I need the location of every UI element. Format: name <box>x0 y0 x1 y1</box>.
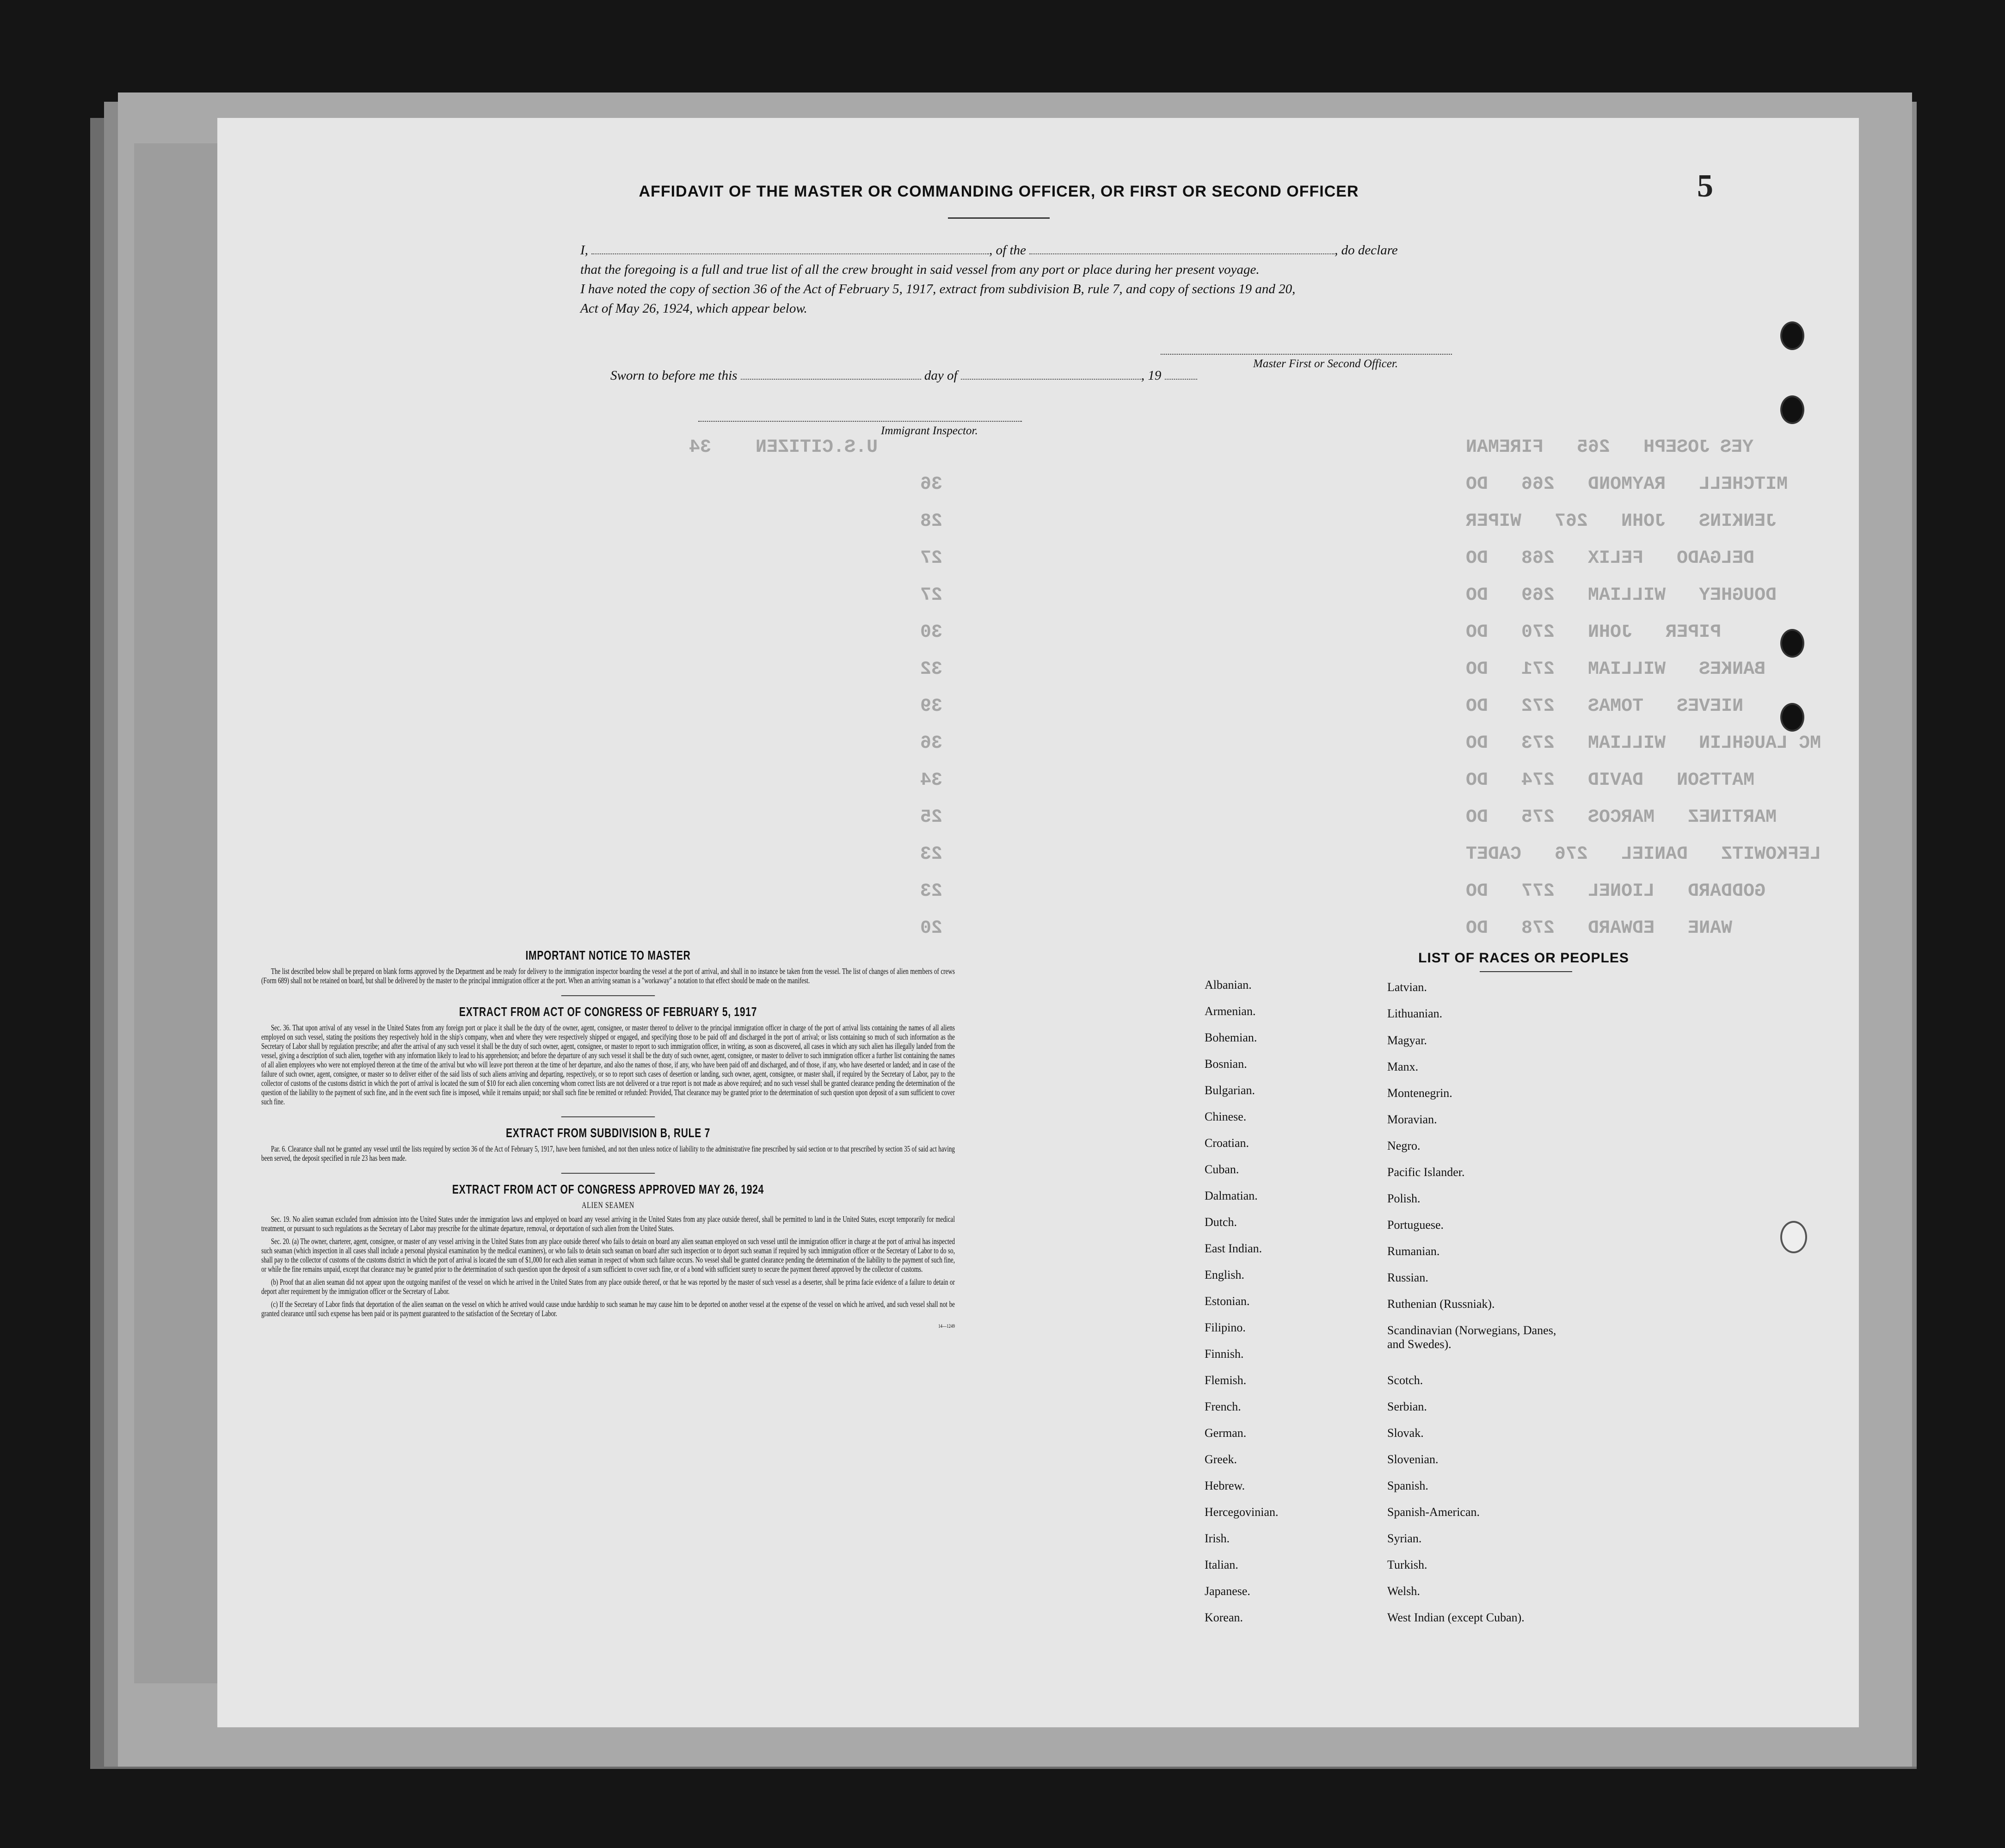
year-prefix: , 19 <box>1141 368 1162 383</box>
race-item: Korean. <box>1205 1611 1243 1624</box>
race-item: Cuban. <box>1205 1163 1239 1176</box>
race-item: Serbian. <box>1387 1400 1427 1413</box>
affidavit-line-1 <box>580 240 1501 260</box>
bleed-through-text: 20 <box>920 918 943 939</box>
punch-hole <box>1780 321 1804 350</box>
vessel-name-blank <box>1029 242 1335 254</box>
do-declare-label: , do declare <box>1335 243 1398 258</box>
bleed-through-text: 30 <box>920 622 943 643</box>
punch-hole <box>1780 395 1804 424</box>
race-item: Negro. <box>1387 1139 1421 1152</box>
race-item: Bulgarian. <box>1205 1084 1255 1097</box>
race-item: Bosnian. <box>1205 1057 1247 1071</box>
section-divider <box>561 995 655 996</box>
race-item: Hebrew. <box>1205 1479 1245 1492</box>
bleed-through-text: 27 <box>920 585 943 606</box>
extract-rule7-body: Par. 6. Clearance shall not be granted any vessel until the lists required by section 36 of the Act of February 5, 1917, have been furnished, and not then unless notice of liability to the administrative fine prescribed by said section or to that prescribed by section 35 of said act having been served, the deposit specified in rule 23 has been made. <box>261 1144 955 1163</box>
notice-title: IMPORTANT NOTICE TO MASTER <box>525 948 691 962</box>
race-item: Montenegrin. <box>1387 1086 1452 1100</box>
bleed-through-text: LEFKOWITZ DANIEL 276 CADET <box>1466 844 1821 865</box>
race-item: Moravian. <box>1387 1113 1437 1126</box>
race-item: Croatian. <box>1205 1136 1249 1150</box>
affidavit-body <box>580 240 1501 318</box>
race-item: Japanese. <box>1205 1584 1250 1598</box>
race-item: Dutch. <box>1205 1215 1237 1229</box>
bleed-through-text: JENKINS JOHN 267 WIPER <box>1466 511 1777 532</box>
race-item: Armenian. <box>1205 1004 1256 1018</box>
title-underline <box>948 217 1050 219</box>
race-item: Latvian. <box>1387 980 1427 994</box>
race-item: French. <box>1205 1400 1241 1413</box>
bleed-through-text: 23 <box>920 881 943 902</box>
race-item: Lithuanian. <box>1387 1007 1443 1020</box>
punch-hole <box>1780 703 1804 732</box>
inspector-signature-label: Immigrant Inspector. <box>881 425 978 437</box>
bleed-through-text: 36 <box>920 474 943 495</box>
sec20c-body: (c) If the Secretary of Labor finds that deportation of the alien seaman on the vessel on which he arrived would cause undue hardship to such seaman he may cause him to be deported on another vessel at the expense of the vessel on which he arrived, and such vessel shall not be granted clearance until such expense has been paid or its payment guaranteed to the satisfaction of the Secretary of Labor. <box>261 1300 955 1318</box>
race-item: Scandinavian (Norwegians, Danes, and Swedes). <box>1387 1324 1556 1351</box>
bleed-through-text: DOUGHEY WILLIAM 269 DO <box>1466 585 1777 606</box>
race-item: Italian. <box>1205 1558 1238 1571</box>
sworn-line <box>610 368 1197 383</box>
affidavit-title: AFFIDAVIT OF THE MASTER OR COMMANDING OFFICER, OR FIRST OR SECOND OFFICER <box>639 183 1359 200</box>
bleed-through-text: PIPER JOHN 270 DO <box>1466 622 1722 643</box>
section-divider <box>561 1173 655 1174</box>
race-item: Irish. <box>1205 1532 1230 1545</box>
manifest-page <box>217 118 1859 1727</box>
bleed-through-text: GODDARD LIONEL 277 DO <box>1466 881 1766 902</box>
bleed-through-text: MITCHELL RAYMOND 266 DO <box>1466 474 1788 495</box>
sec20a-body: Sec. 20. (a) The owner, charterer, agent, consignee, or master of any vessel arriving in the United States from any place outside thereof who fails to detain on board any alien seaman employed on such vessel until the immigration officer in charge at the port of arrival has inspected such seaman (which inspection in all cases shall include a personal physical examination by the medical examiners), or who fails to detain such seaman on board after such inspection or to deport such seaman if required by such immigration officer or the Secretary of Labor to do so, shall pay to the collector of customs of the customs district in which the port of arrival is located the sum of $1,000 for each alien seaman in respect of whom such failure occurs. No vessel shall be granted clearance pending the determination of the liability to the payment of such fine, or while the fine remains unpaid, except that clearance may be granted prior to the determination of such question upon the deposit of a sum sufficient to cover such fine, or of a bond with sufficient surety to secure the payment thereof approved by the collector of customs. <box>261 1237 955 1274</box>
race-item: Russian. <box>1387 1271 1428 1284</box>
race-item: Finnish. <box>1205 1347 1244 1361</box>
bleed-through-text: 23 <box>920 844 943 865</box>
bleed-through-text: 28 <box>920 511 943 532</box>
race-item: Bohemian. <box>1205 1031 1257 1044</box>
bleed-through-text: 27 <box>920 548 943 569</box>
bleed-through-text: 36 <box>920 733 943 754</box>
master-signature-line <box>1161 354 1452 355</box>
alien-seamen-subtitle: ALIEN SEAMEN <box>582 1201 634 1210</box>
affidavit-line-4: Act of May 26, 1924, which appear below. <box>580 301 807 316</box>
sworn-day-blank <box>741 368 921 380</box>
races-title-underline <box>1480 971 1572 972</box>
master-signature-label: Master First or Second Officer. <box>1253 357 1398 370</box>
races-title: LIST OF RACES OR PEOPLES <box>1418 950 1629 966</box>
race-item: Slovenian. <box>1387 1453 1439 1466</box>
notice-section <box>261 948 955 1330</box>
section-divider <box>561 1116 655 1117</box>
bleed-through-text: MATTSON DAVID 274 DO <box>1466 770 1755 791</box>
race-item: East Indian. <box>1205 1242 1262 1255</box>
bleed-through-text: DELGADO FELIX 268 DO <box>1466 548 1755 569</box>
race-item: Albanian. <box>1205 978 1252 992</box>
day-of-label: day of <box>924 368 958 383</box>
race-item: Scotch. <box>1387 1374 1423 1387</box>
extract-1917-body: Sec. 36. That upon arrival of any vessel in the United States from any foreign port or place it shall be the duty of the owner, agent, consignee, or master thereof to deliver to the principal immigration officer in charge of the port of arrival lists containing the names of all aliens employed on such vessel, stating the positions they respectively hold in the ship's company, when and where they were respectively shipped or engaged, and specifying those to be paid off and discharged in the port of arrival; or lists containing so much of such information as the Secretary of Labor shall by regulation prescribe; and after the arrival of any such vessel it shall be the duty of such owner, agent, consignee, or master to report to such immigration officer, in writing, as soon as discovered, all cases in which any such alien has illegally landed from the vessel, giving a description of such alien, together with any information likely to lead to his apprehension; and before the departure of any such vessel it shall be the duty of such owner, agent, consignee, or master to deliver to such immigration officer a further list containing the names of all alien employees who were not employed thereon at the time of the arrival but who will leave port thereon at the time of her departure, and also the names of those, if any, who have been paid off and discharged, and of those, if any, who have deserted or landed; and in case of the failure of such owner, agent, consignee, or master so to deliver either of the said lists of such aliens arriving and departing, respectively, or so to report such cases of desertion or landing, such owner, agent, consignee, or master shall, if required by the Secretary of Labor, pay to the collector of customs of the customs district in which the port of arrival is located the sum of $10 for each alien concerning whom correct lists are not delivered or a true report is not made as above required; and no such vessel shall be granted clearance pending the determination of the question of the liability to the payment of such fine, and in the event such fine is imposed, while it remains unpaid; nor shall such fine be remitted or refunded: Provided, That clearance may be granted prior to the determination of such question upon deposit of a sum sufficient to cover such fine. <box>261 1023 955 1106</box>
bleed-through-text: WANE EDWARD 278 DO <box>1466 918 1733 939</box>
affidavit-line-3: I have noted the copy of section 36 of the Act of February 5, 1917, extract from subdivision B, rule 7, and copy of sections 19 and 20, <box>580 282 1296 296</box>
form-number: 14—1249 <box>938 1323 955 1329</box>
master-name-blank <box>591 242 989 254</box>
race-item: English. <box>1205 1268 1244 1281</box>
bleed-through-text: MC LAUGHLIN WILLIAM 273 DO <box>1466 733 1821 754</box>
bleed-through-text: U.S.CITIZEN 34 <box>689 437 878 458</box>
affidavit-i: I, <box>580 243 588 258</box>
bleed-through-text: MARTINEZ MARCOS 275 DO <box>1466 807 1777 828</box>
extract-1924-title: EXTRACT FROM ACT OF CONGRESS APPROVED MAY 26, 1924 <box>452 1182 764 1196</box>
bleed-through-text: NIEVES TOMAS 272 DO <box>1466 696 1744 717</box>
punch-hole <box>1780 1221 1807 1253</box>
race-item: Manx. <box>1387 1060 1419 1073</box>
bleed-through-text: 34 <box>920 770 943 791</box>
race-item: Greek. <box>1205 1453 1237 1466</box>
race-item: Rumanian. <box>1387 1244 1440 1258</box>
race-item: Estonian. <box>1205 1294 1250 1308</box>
bleed-through-text: JOSEPH 265 FIREMAN <box>1466 437 1710 458</box>
bleed-through-text: 39 <box>920 696 943 717</box>
race-item: Welsh. <box>1387 1584 1420 1598</box>
punch-hole <box>1780 629 1804 658</box>
race-item: Hercegovinian. <box>1205 1505 1279 1519</box>
notice-body: The list described below shall be prepared on blank forms approved by the Department and be ready for delivery to the immigration inspector boarding the vessel at the port of arrival, and shall in no instance be taken from the vessel. The list of changes of alien members of crews (Form 689) shall not be retained on board, but shall be delivered by the master to the principal immigration officer at the port. When an arriving seaman is a "workaway" a notation to that effect should be made on the manifest. <box>261 967 955 985</box>
race-item: Portuguese. <box>1387 1218 1444 1232</box>
race-item: Dalmatian. <box>1205 1189 1258 1202</box>
bleed-through-text: YES <box>1720 437 1754 458</box>
page-number: 5 <box>1697 168 1713 204</box>
bleed-through-text: 25 <box>920 807 943 828</box>
bleed-through-text: 32 <box>920 659 943 680</box>
bleed-through-text: BANKES WILLIAM 271 DO <box>1466 659 1766 680</box>
race-item: Magyar. <box>1387 1034 1427 1047</box>
race-item: Ruthenian (Russniak). <box>1387 1297 1495 1311</box>
affidavit-line-2: that the foregoing is a full and true list of all the crew brought in said vessel from any port or place during her present voyage. <box>580 262 1260 277</box>
extract-1917-title: EXTRACT FROM ACT OF CONGRESS OF FEBRUARY 5, 1917 <box>459 1004 757 1019</box>
race-item: Chinese. <box>1205 1110 1247 1123</box>
sec20b-body: (b) Proof that an alien seaman did not appear upon the outgoing manifest of the vessel on which he arrived in the United States from any place outside thereof, or that he was reported by the master of such vessel as a deserter, shall be prima facie evidence of a failure to detain or deport after requirement by the immigration officer or the Secretary of Labor. <box>261 1277 955 1296</box>
sworn-year-blank <box>1165 368 1197 380</box>
sworn-label: Sworn to before me this <box>610 368 738 383</box>
race-item: Turkish. <box>1387 1558 1427 1571</box>
extract-rule7-title: EXTRACT FROM SUBDIVISION B, RULE 7 <box>505 1126 711 1140</box>
race-item: Polish. <box>1387 1192 1421 1205</box>
race-item: German. <box>1205 1426 1247 1440</box>
inspector-signature-line <box>698 421 1022 422</box>
race-item: Spanish. <box>1387 1479 1428 1492</box>
race-item: West Indian (except Cuban). <box>1387 1611 1525 1624</box>
race-item: Pacific Islander. <box>1387 1165 1465 1179</box>
of-the-label: , of the <box>989 243 1026 258</box>
sworn-month-blank <box>961 368 1141 380</box>
race-item: Filipino. <box>1205 1321 1246 1334</box>
race-item: Spanish-American. <box>1387 1505 1480 1519</box>
race-item: Slovak. <box>1387 1426 1424 1440</box>
sec19-body: Sec. 19. No alien seaman excluded from admission into the United States under the immigration laws and employed on board any vessel arriving in the United States from any place outside thereof, shall be permitted to land in the United States, except temporarily for medical treatment, or pursuant to such regulations as the Secretary of Labor may prescribe for the ultimate departure, removal, or deportation of such alien from the United States. <box>261 1214 955 1233</box>
race-item: Syrian. <box>1387 1532 1422 1545</box>
race-item: Flemish. <box>1205 1374 1247 1387</box>
